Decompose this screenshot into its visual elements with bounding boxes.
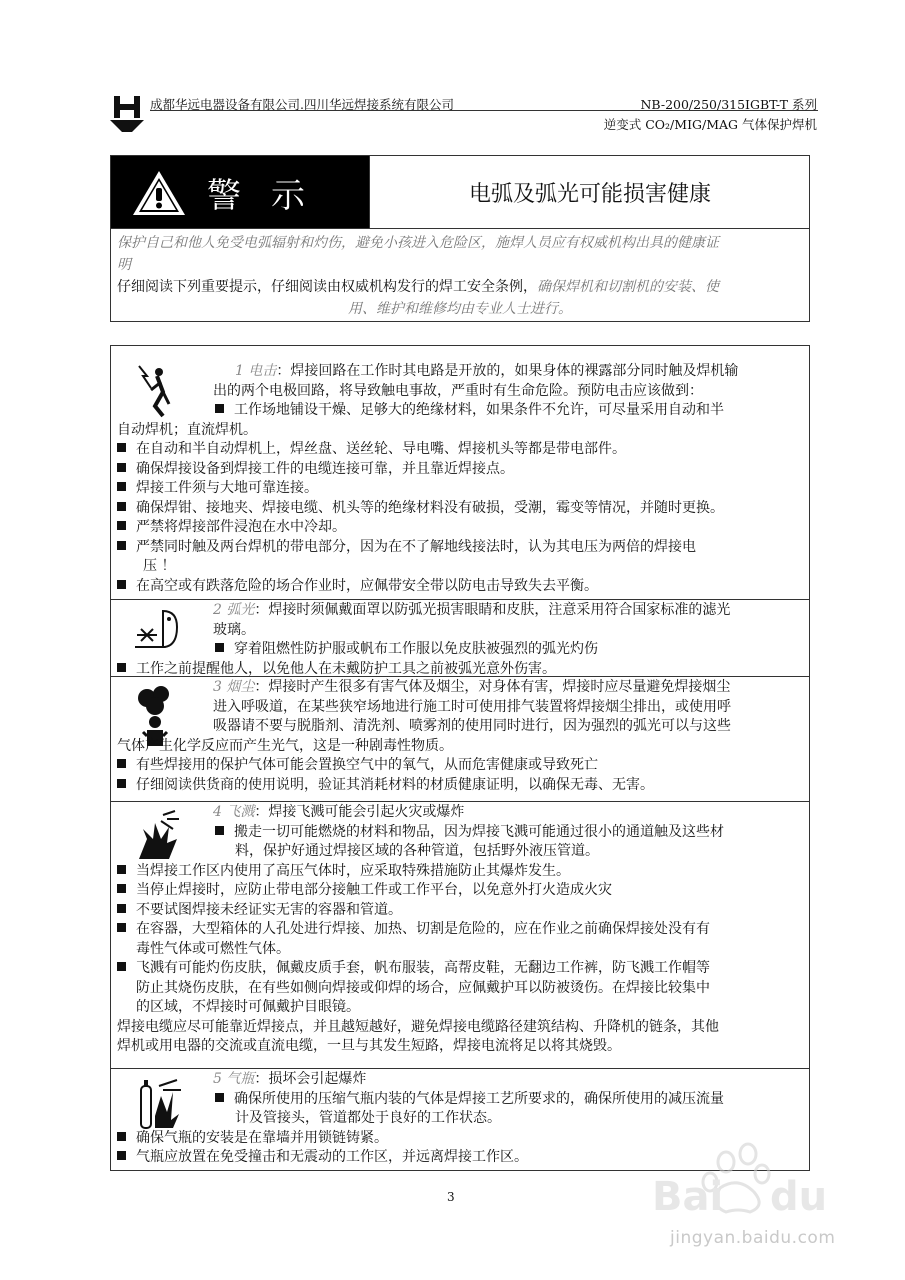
- bullet-item: [117, 776, 803, 796]
- bullet-text: 在容器，大型箱体的人孔处进行焊接、加热、切割是危险的，应在作业之前确保焊接处没有有: [136, 921, 710, 937]
- hazard-table: [110, 345, 810, 1171]
- bullet-text: 自动焊机；直流焊机。: [117, 421, 257, 438]
- page-number: 3: [447, 1190, 455, 1204]
- section-number: 2: [213, 602, 222, 618]
- bullet-item: [117, 959, 803, 979]
- warning-line: 明: [117, 257, 131, 273]
- section-intro: ：焊接回路在工作时其电路是开放的，如果身体的裸露部分同时触及焊机输: [276, 363, 739, 379]
- warning-headline: 电弧及弧光可能损害健康: [369, 156, 810, 228]
- bullet-text: 压 ！: [143, 558, 176, 574]
- hazard-section-electric-shock: [111, 346, 809, 600]
- section-number: 3: [213, 679, 222, 695]
- bullet-icon: [117, 865, 126, 874]
- section-name: 烟尘: [226, 679, 255, 695]
- bullet-icon: [117, 463, 126, 472]
- warning-emphasis: 确保焊机和切割机的安装、使: [537, 279, 719, 295]
- model-description: 逆变式 CO₂/MIG/MAG 气体保护焊机: [603, 117, 817, 132]
- hazard-section-spatter: [111, 801, 809, 1069]
- bullet-icon: [117, 502, 126, 511]
- section-intro: 气体产生化学反应而产生光气，这是一种剧毒性物质。: [117, 737, 453, 754]
- bullet-item: [117, 920, 803, 940]
- hazard-section-arc-light: [111, 599, 809, 677]
- bullet-text: 计及管接头，管道都处于良好的工作状态。: [235, 1110, 501, 1126]
- bullet-icon: [117, 962, 126, 971]
- bullet-text: 在自动和半自动焊机上，焊丝盘、送丝轮、导电嘴、焊接机头等都是带电部件。: [136, 441, 626, 457]
- company-name: 成都华远电器设备有限公司.四川华远焊接系统有限公司: [150, 97, 454, 112]
- bullet-text: 工作场地铺设干燥、足够大的绝缘材料，如果条件不允许，可尽量采用自动和半: [234, 402, 724, 418]
- bullet-text: 飞溅有可能灼伤皮肤，佩戴皮质手套，帆布服装，高帮皮鞋，无翻边工作裤，防飞溅工作帽等: [136, 960, 710, 976]
- bullet-item: [117, 862, 803, 882]
- bullet-text: 毒性气体或可燃性气体。: [136, 940, 290, 957]
- bullet-item: [117, 901, 803, 921]
- bullet-text: 料，保护好通过焊接区域的各种管道，包括野外液压管道。: [235, 843, 599, 859]
- warning-header: [111, 156, 809, 229]
- bullet-item: [117, 440, 803, 460]
- section-text: [117, 678, 803, 795]
- bullet-item: [117, 1090, 803, 1110]
- bullet-item: [117, 538, 803, 558]
- bullet-text: 确保焊接设备到焊接工件的电缆连接可靠，并且靠近焊接点。: [136, 460, 514, 477]
- section-intro: 进入呼吸道，在某些狭窄场地进行施工时可使用排气装置将焊接烟尘排出，或使用呼: [213, 698, 731, 715]
- bullet-text: 确保所使用的压缩气瓶内装的气体是焊接工艺所要求的，确保所使用的减压流量: [234, 1090, 724, 1107]
- warning-triangle-icon: [131, 168, 187, 218]
- bullet-icon: [117, 779, 126, 788]
- bullet-text: 当焊接工作区内使用了高压气体时，应采取特殊措施防止其爆炸发生。: [136, 862, 570, 879]
- bullet-text: 不要试图焊接未经证实无害的容器和管道。: [136, 901, 402, 918]
- warning-box: [110, 155, 810, 322]
- bullet-text: 确保气瓶的安装是在靠墙并用锁链铸紧。: [136, 1129, 388, 1146]
- bullet-text: 在高空或有跌落危险的场合作业时，应佩带安全带以防电击导致失去平衡。: [136, 577, 598, 594]
- watermark-url: jingyan.baidu.com: [670, 1228, 836, 1248]
- company-logo-icon: [108, 92, 146, 134]
- bullet-text: 确保焊钳、接地夹、焊接电缆、机头等的绝缘材料没有破损，受潮，霉变等情况，并随时更换。: [136, 499, 724, 516]
- section-number: 1: [235, 363, 244, 379]
- bullet-text: 有些焊接用的保护气体可能会置换空气中的氧气，从而危害健康或导致死亡: [136, 757, 598, 773]
- section-name: 飞溅: [226, 804, 255, 820]
- bullet-icon: [215, 1093, 224, 1102]
- bullet-text: 穿着阻燃性防护服或帆布工作服以免皮肤被强烈的弧光灼伤: [234, 641, 598, 657]
- bullet-icon: [117, 482, 126, 491]
- bullet-icon: [117, 1132, 126, 1141]
- bullet-text: 焊接工件须与大地可靠连接。: [136, 480, 318, 496]
- bullet-icon: [117, 521, 126, 530]
- section-intro: ：焊接飞溅可能会引起火灾或爆炸: [254, 804, 465, 820]
- bullet-item: [117, 499, 803, 519]
- section-name: 弧光: [226, 602, 255, 618]
- section-intro: 玻璃。: [213, 621, 255, 638]
- section-intro: ：损坏会引起爆炸: [254, 1071, 367, 1087]
- warning-line: 保护自己和他人免受电弧辐射和灼伤，避免小孩进入危险区，施焊人员应有权威机构出具的健康证: [117, 235, 719, 251]
- warning-body: [117, 232, 803, 320]
- hazard-section-fumes: [111, 676, 809, 802]
- section-intro: 出的两个电极回路，将导致触电事故，严重时有生命危险。预防电击应该做到：: [213, 382, 703, 399]
- paragraph-text: 焊机或用电器的交流或直流电缆，一旦与其发生短路，焊接电流将足以将其烧毁。: [117, 1038, 621, 1054]
- bullet-text: 当停止焊接时，应防止带电部分接触工件或工作平台，以免意外打火造成火灾: [136, 882, 612, 898]
- bullet-text: 工作之前提醒他人，以免他人在未戴防护工具之前被弧光意外伤害。: [136, 660, 556, 677]
- section-intro: ：焊接时须佩戴面罩以防弧光损害眼睛和皮肤，注意采用符合国家标准的滤光: [254, 602, 731, 618]
- bullet-item: [117, 401, 803, 421]
- bullet-item: [117, 881, 803, 901]
- model-series: NB-200/250/315IGBT-T 系列: [640, 97, 817, 112]
- bullet-text: 搬走一切可能燃烧的材料和物品，因为焊接飞溅可能通过很小的通道触及这些材: [234, 823, 724, 840]
- bullet-icon: [215, 404, 224, 413]
- warning-line: 用、维护和维修均由专业人士进行。: [348, 301, 572, 317]
- section-name: 气瓶: [226, 1071, 255, 1087]
- section-number: 4: [213, 804, 222, 820]
- bullet-item: [117, 640, 803, 660]
- bullet-icon: [117, 923, 126, 932]
- bullet-icon: [117, 663, 126, 672]
- bullet-icon: [117, 759, 126, 768]
- svg-text:Bai: Bai: [652, 1174, 724, 1220]
- bullet-text: 严禁将焊接部件浸泡在水中冷却。: [136, 519, 346, 535]
- section-intro: 吸器请不要与脱脂剂、清洗剂、喷雾剂的使用同时进行，因为强烈的弧光可以与这些: [213, 718, 731, 734]
- bullet-icon: [117, 904, 126, 913]
- bullet-text: 严禁同时触及两台焊机的带电部分，因为在不了解地线接法时，认为其电压为两倍的焊接电: [136, 538, 696, 555]
- bullet-text: 防止其烧伤皮肤，在有些如侧向焊接或仰焊的场合，应佩戴护耳以防被烫伤。在焊接比较集中: [136, 979, 710, 996]
- section-name: 电击: [248, 363, 277, 379]
- section-text: [117, 362, 803, 596]
- bullet-icon: [215, 643, 224, 652]
- section-text: [117, 601, 803, 679]
- bullet-icon: [117, 1151, 126, 1160]
- bullet-icon: [117, 541, 126, 550]
- bullet-text: 气瓶应放置在免受撞击和无震动的工作区，并远离焊接工作区。: [136, 1149, 528, 1165]
- bullet-icon: [117, 443, 126, 452]
- bullet-item: [117, 460, 803, 480]
- warning-label-panel: [111, 156, 369, 228]
- bullet-item: [117, 577, 803, 597]
- warning-word: 警示: [207, 176, 335, 216]
- section-number: 5: [213, 1071, 222, 1087]
- bullet-item: [117, 479, 803, 499]
- section-intro: ：焊接时产生很多有害气体及烟尘，对身体有害，焊接时应尽量避免焊接烟尘: [254, 679, 731, 695]
- warning-line: [117, 276, 803, 298]
- section-text: [117, 803, 803, 1057]
- svg-text:du: du: [770, 1174, 828, 1220]
- warning-text: 仔细阅读下列重要提示，仔细阅读由权威机构发行的焊工安全条例，: [117, 279, 537, 295]
- bullet-item: [117, 518, 803, 538]
- bullet-icon: [215, 826, 224, 835]
- baidu-watermark-icon: [650, 1140, 850, 1270]
- bullet-icon: [117, 884, 126, 893]
- bullet-item: [117, 756, 803, 776]
- bullet-item: [117, 823, 803, 843]
- bullet-text: 仔细阅读供货商的使用说明，验证其消耗材料的材质健康证明，以确保无毒、无害。: [136, 776, 654, 793]
- bullet-icon: [117, 580, 126, 589]
- paragraph-text: 焊接电缆应尽可能靠近焊接点，并且越短越好，避免焊接电缆路径建筑结构、升降机的链条，其他: [117, 1018, 719, 1035]
- bullet-text: 的区域，不焊接时可佩戴护目眼镜。: [136, 999, 360, 1015]
